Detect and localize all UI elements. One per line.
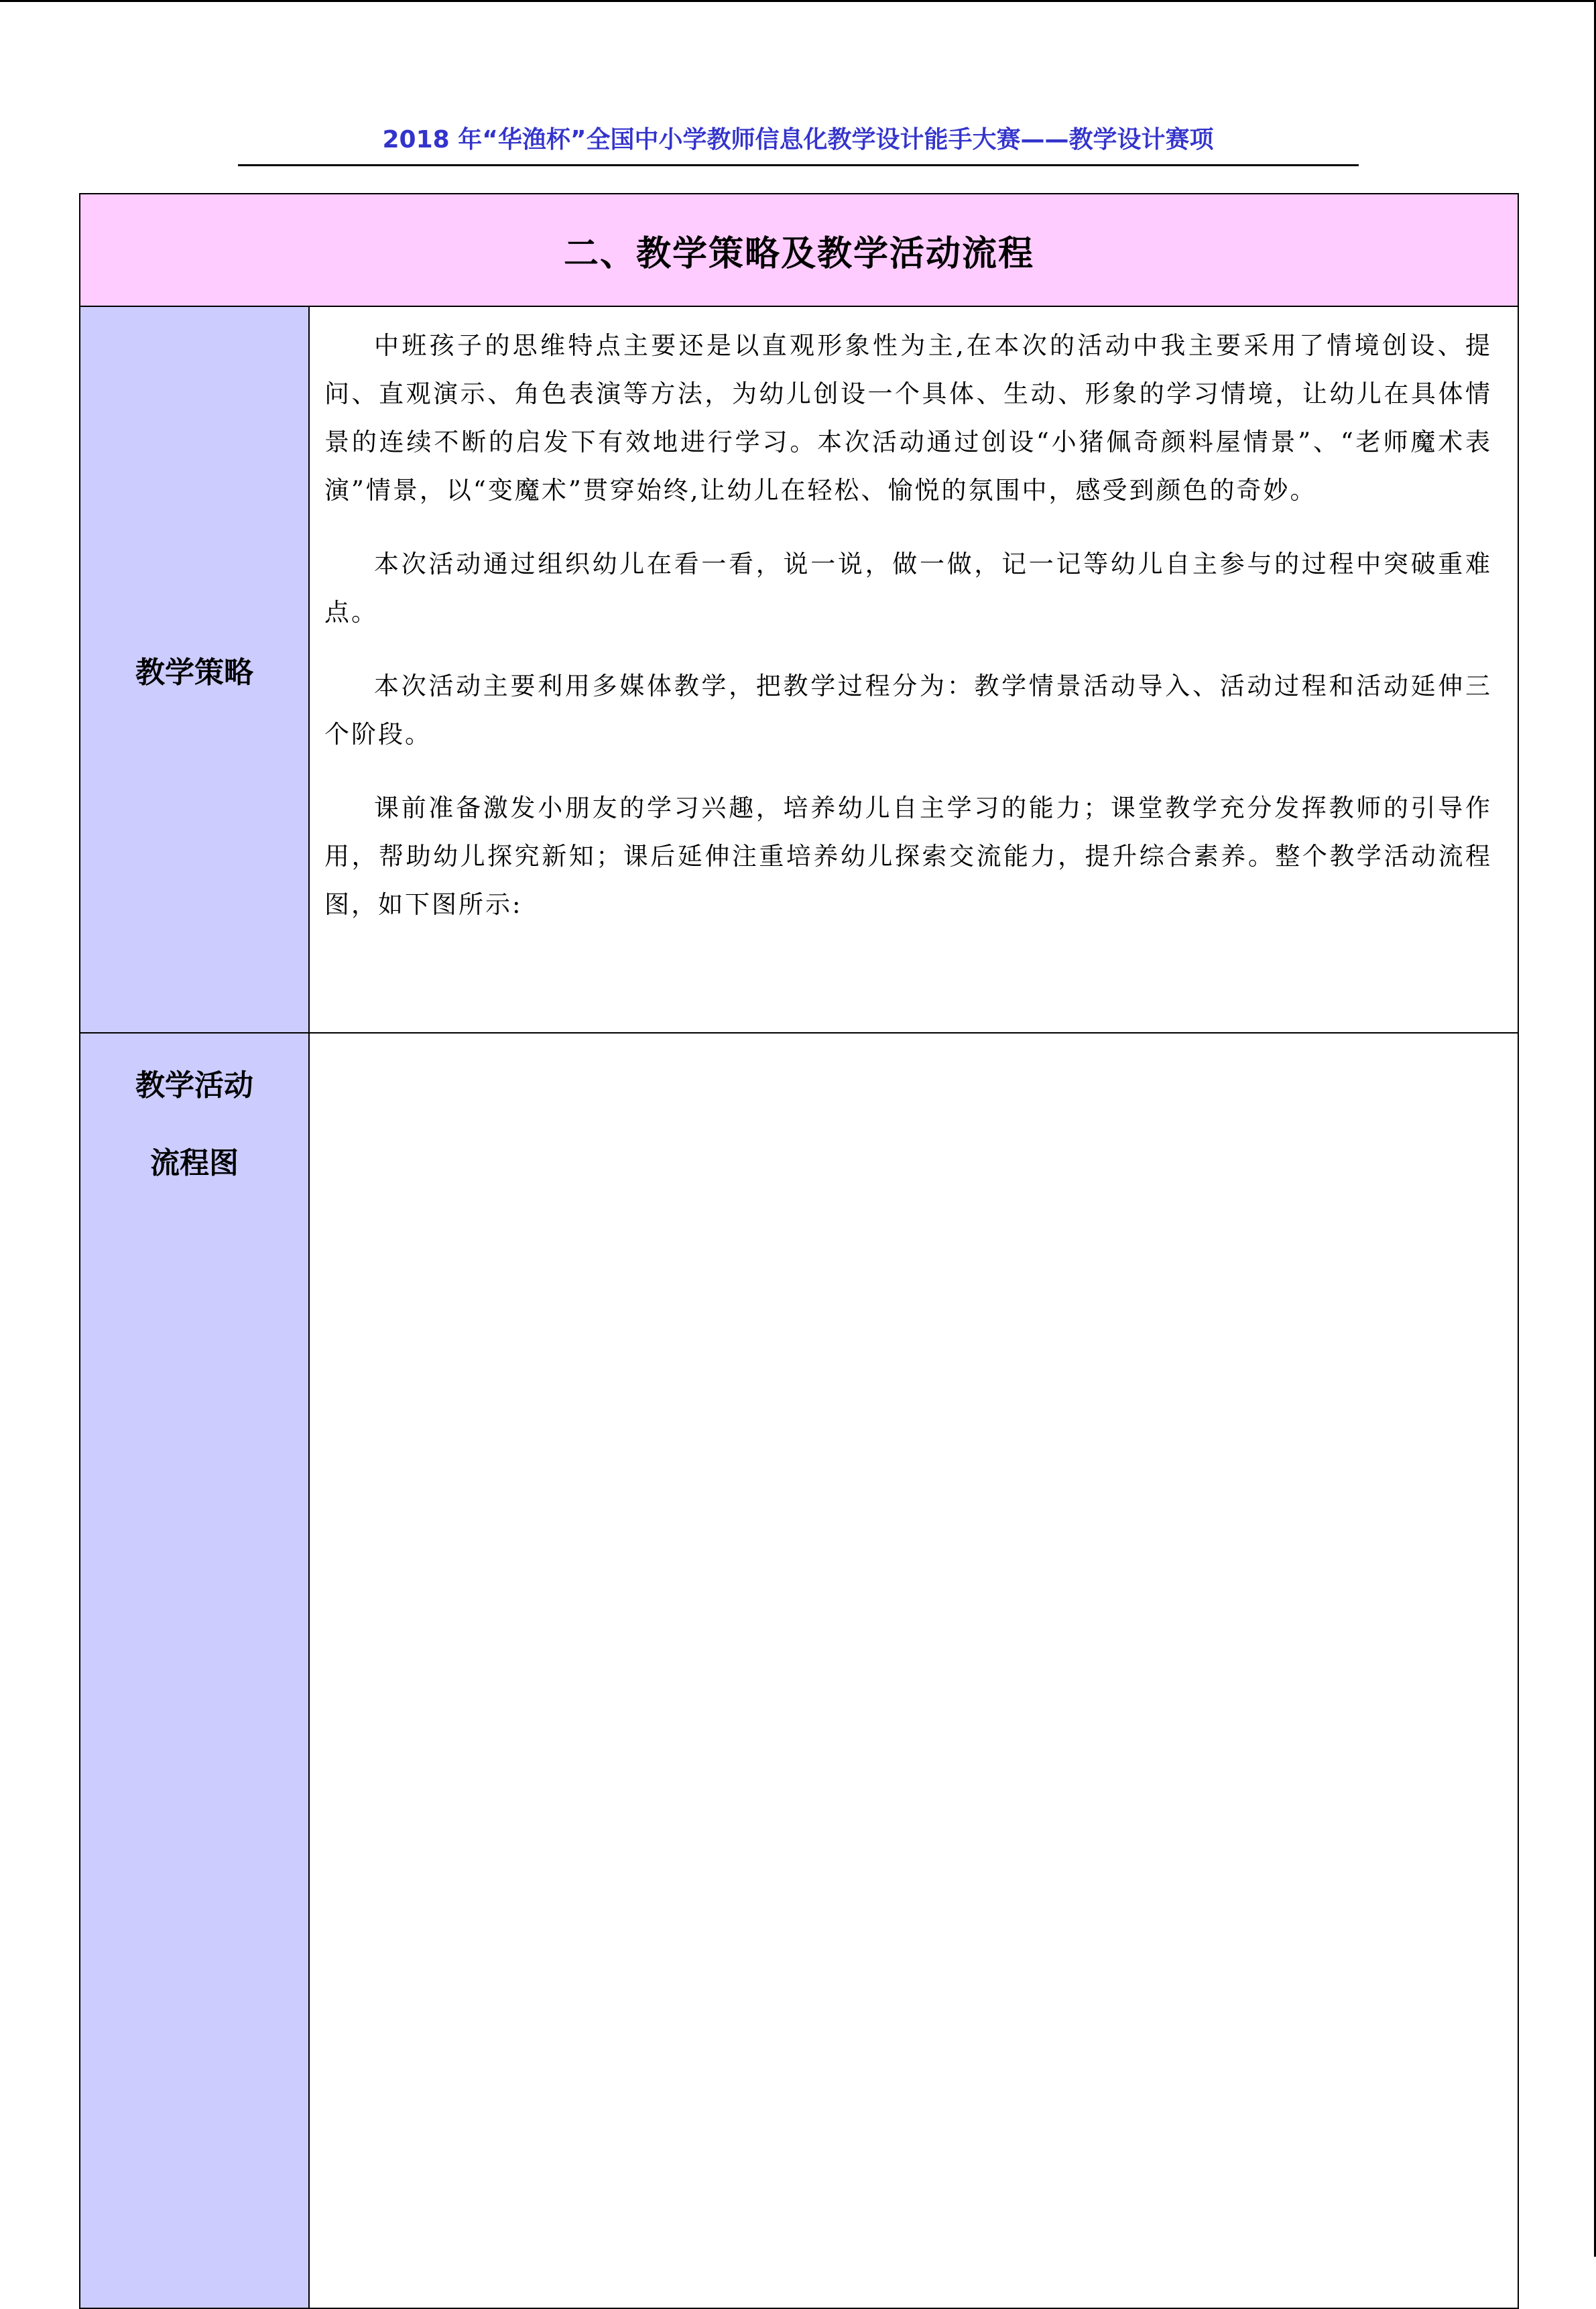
strategy-paragraph: 课前准备激发小朋友的学习兴趣，培养幼儿自主学习的能力；课堂教学充分发挥教师的引导作用，帮助幼儿探究新知；课后延伸注重培养幼儿探索交流能力，提升综合素养。整个教学活动流程图，如下图所示: [324,794,1493,919]
strategy-content [309,306,1518,1033]
page-top-border [0,0,1596,2]
section-title-row [80,194,1518,306]
flow-label-line-1: 教学活动 [135,1068,253,1103]
section-title: 二、教学策略及教学活动流程 [80,194,1518,306]
flow-row [80,1033,1518,2308]
flow-label [80,1033,309,2308]
strategy-label: 教学策略 [80,306,309,1033]
strategy-paragraph: 本次活动通过组织幼儿在看一看，说一说，做一做，记一记等幼儿自主参与的过程中突破重难点。 [324,550,1493,627]
header-divider [238,164,1359,166]
flow-label-line-2: 流程图 [150,1146,239,1180]
design-table [79,193,1519,2309]
strategy-paragraph: 中班孩子的思维特点主要还是以直观形象性为主,在本次的活动中我主要采用了情境创设、提问、直观演示、角色表演等方法，为幼儿创设一个具体、生动、形象的学习情境，让幼儿在具体情景的连续不断的启发下有效地进行学习。本次活动通过创设“小猪佩奇颜料屋情景”、“老师魔术表演”情景，以“变魔术”贯穿始终,让幼儿在轻松、愉悦的氛围中，感受到颜色的奇妙。 [324,331,1493,505]
flowchart-area [309,1033,1518,2308]
strategy-row [80,306,1518,1033]
document-header-title: 2018 年“华渔杯”全国中小学教师信息化教学设计能手大赛——教学设计赛项 [382,126,1214,153]
strategy-paragraph: 本次活动主要利用多媒体教学，把教学过程分为：教学情景活动导入、活动过程和活动延伸三个阶段。 [324,672,1493,749]
